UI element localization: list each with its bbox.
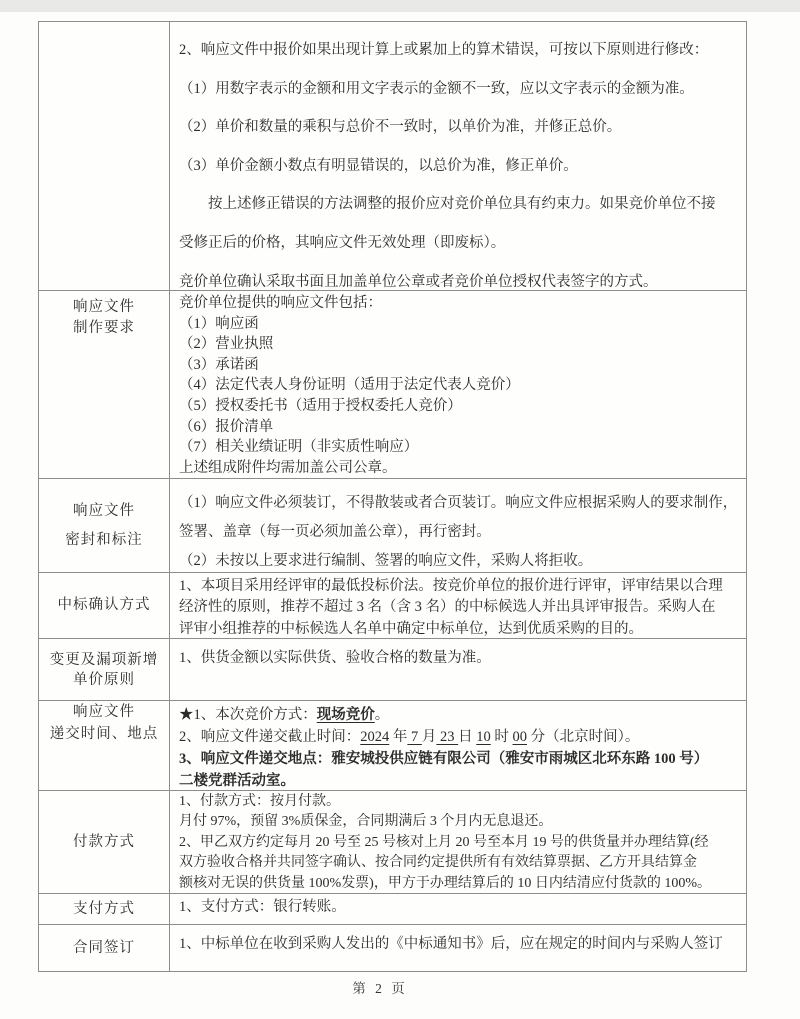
text-line: 1、付款方式：按月付款。 — [179, 794, 340, 809]
text-segment: 2、响应文件递交截止时间： — [179, 729, 361, 745]
text-line: 上述组成附件均需加盖公司公章。 — [179, 459, 397, 476]
text-line — [179, 748, 746, 770]
row-content-cell — [170, 22, 746, 290]
text-segment: 月 — [421, 729, 437, 745]
text-segment: 分（北京时间）。 — [527, 729, 640, 745]
text-line: （4）法定代表人身份证明（适用于法定代表人竞价） — [179, 377, 520, 394]
page-top-edge — [0, 0, 800, 12]
row-label-text: 制作要求 — [73, 319, 135, 336]
text-line: 月付 97%，预留 3%质保金，合同期满后 3 个月内无息退还。 — [179, 814, 553, 830]
row-label-cell — [39, 701, 170, 790]
row-label-text: 响应文件 — [73, 299, 135, 315]
text-segment: 3、响应文件递交地点：雅安城投供应链有限公司（雅安市雨城区北环东路 100 号） — [179, 751, 709, 767]
table-row — [39, 894, 746, 925]
text-line: （3）单价金额小数点有明显错误的，以总价为准，修正单价。 — [179, 157, 578, 174]
row-label-text: 支付方式 — [73, 901, 135, 917]
row-label-cell — [39, 22, 170, 290]
text-line: 1、本项目采用经评审的最低投标价法。按竞价单位的报价进行评审，评审结果以合理 — [179, 578, 723, 594]
page-number: 第 2 页 — [352, 981, 408, 996]
row-label-text: 中标确认方式 — [57, 596, 151, 613]
text-line: 竞价单位确认采取书面且加盖单位公章或者竞价单位授权代表签字的方式。 — [179, 273, 658, 290]
text-line: 1、中标单位在收到采购人发出的《中标通知书》后，应在规定的时间内与采购人签订 — [179, 936, 723, 952]
table-row — [39, 639, 746, 701]
row-label-cell — [39, 925, 170, 971]
row-label-cell — [39, 791, 170, 893]
text-line: 竞价单位提供的响应文件包括： — [179, 295, 382, 311]
row-label-text: 单价原则 — [73, 671, 135, 688]
text-line: 评审小组推荐的中标候选人名单中确定中标单位，达到优质采购的目的。 — [179, 620, 643, 637]
row-label-cell — [39, 894, 170, 924]
table-row — [39, 791, 746, 894]
row-content-cell — [170, 894, 746, 924]
text-line: 签署、盖章（每一页必须加盖公章），再行密封。 — [179, 524, 491, 540]
row-content-cell — [170, 479, 746, 572]
row-content-cell — [170, 573, 746, 638]
text-line: 2、响应文件中报价如果出现计算上或累加上的算术错误，可按以下原则进行修改： — [179, 42, 709, 58]
text-line: 额核对无误的供货量 100%发票)，甲方于办理结算后的 10 日内结清应付货款的 100%。 — [179, 875, 711, 891]
spec-table — [38, 21, 747, 972]
row-content-cell — [170, 701, 746, 790]
text-segment: 日 — [458, 729, 477, 745]
text-line: （2）未按以上要求进行编制、签署的响应文件，采购人将拒收。 — [179, 553, 593, 569]
text-line: （2）单价和数量的乘积与总价不一致时，以单价为准，并修正总价。 — [179, 119, 622, 136]
text-line: （3）承诺函 — [179, 356, 259, 373]
text-line: 1、供货金额以实际供货、验收合格的数量为准。 — [179, 650, 491, 666]
text-line: （1）用数字表示的金额和用文字表示的金额不一致，应以文字表示的金额为准。 — [179, 80, 694, 97]
underlined-text: 00 — [512, 729, 527, 745]
row-label-text: 密封和标注 — [65, 531, 143, 548]
text-line: 双方验收合格并共同签字确认、按合同约定提供所有有效结算票据、乙方开具结算金 — [179, 855, 697, 871]
row-label-text: 付款方式 — [73, 833, 135, 850]
text-line: （5）授权委托书（适用于授权委托人竞价） — [179, 397, 462, 414]
underlined-text: 7 — [407, 729, 422, 745]
row-label-cell — [39, 479, 170, 572]
text-line: （1）响应文件必须装订，不得散装或者合页装订。响应文件应根据采购人的要求制作， — [179, 495, 738, 511]
row-label-text: 递交时间、地点 — [49, 726, 159, 742]
text-line — [179, 704, 746, 726]
row-content-cell — [170, 639, 746, 700]
text-line — [179, 726, 746, 748]
underlined-text: 23 — [436, 729, 459, 745]
row-content-cell — [170, 925, 746, 971]
row-label-text: 合同签订 — [73, 940, 135, 956]
table-row — [39, 925, 746, 971]
row-content-cell — [170, 791, 746, 893]
text-segment: 时 — [490, 729, 513, 745]
row-label-text: 响应文件 — [73, 704, 135, 720]
row-label-text: 变更及漏项新增 — [49, 651, 159, 668]
text-line: （2）营业执照 — [179, 336, 274, 353]
table-row — [39, 291, 746, 479]
row-label-cell — [39, 639, 170, 700]
text-line: （7）相关业绩证明（非实质性响应） — [179, 439, 419, 456]
underlined-text: 2024 — [360, 729, 390, 745]
table-row — [39, 22, 746, 291]
table-row — [39, 701, 746, 791]
row-content-cell — [170, 291, 746, 478]
text-line: 2、甲乙双方约定每月 20 号至 25 号核对上月 20 号至本月 19 号的供货量并办理结算(经 — [179, 834, 709, 850]
text-segment: ★1、本次竞价方式： — [179, 707, 317, 723]
text-line: 经济性的原则，推荐不超过 3 名（含 3 名）的中标候选人并出具评审报告。采购人在 — [179, 599, 716, 616]
text-line: （1）响应函 — [179, 315, 259, 332]
text-segment: 二楼党群活动室。 — [179, 773, 295, 789]
text-line: 受修正后的价格，其响应文件无效处理（即废标）。 — [179, 234, 506, 251]
row-label-cell — [39, 291, 170, 478]
table-row — [39, 573, 746, 639]
underlined-text: 10 — [476, 729, 491, 745]
row-label-text: 响应文件 — [73, 502, 135, 519]
row-label-cell — [39, 573, 170, 638]
text-line: （6）报价清单 — [179, 418, 274, 435]
text-line: 1、支付方式：银行转账。 — [179, 899, 346, 915]
table-row — [39, 479, 746, 573]
text-line — [179, 770, 746, 790]
text-segment: 。 — [374, 707, 390, 723]
text-line: 按上述修正错误的方法调整的报价应对竞价单位具有约束力。如果竞价单位不接 — [179, 196, 716, 213]
underlined-text: 现场竞价 — [316, 707, 375, 723]
text-segment: 年 — [389, 729, 408, 745]
